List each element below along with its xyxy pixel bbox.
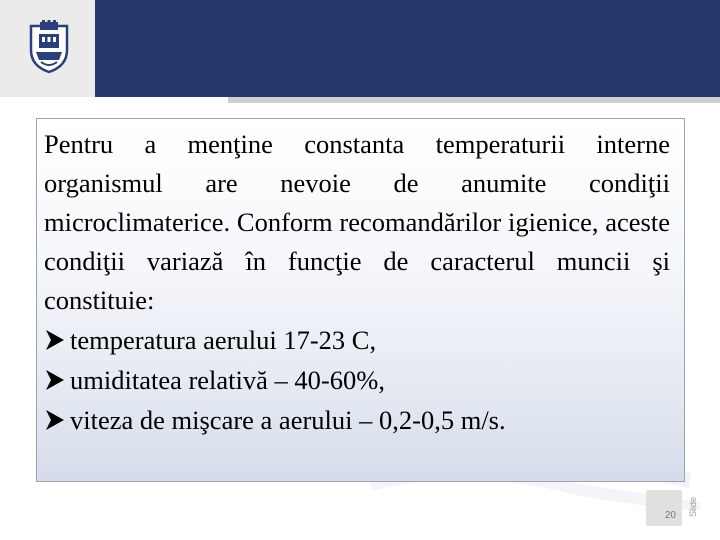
list-item-text: temperatura aerului 17-23 C, xyxy=(70,325,377,355)
university-crest-logo xyxy=(27,20,71,74)
slide-label: Slide xyxy=(688,497,698,518)
logo-panel xyxy=(0,0,95,97)
content-box xyxy=(36,118,685,482)
list-item xyxy=(44,360,670,400)
arrow-bullet-icon xyxy=(44,408,66,432)
slide-number: 20 xyxy=(664,510,676,521)
list-item xyxy=(44,320,670,360)
arrow-bullet-icon xyxy=(44,328,66,352)
intro-paragraph: Pentru a menţine constanta temperaturii interne organismul are nevoie de anumite condiţii microclimaterice. Conform recomandărilor igienice, aceste condiţii variază în funcţie de caracterul muncii şi constituie: xyxy=(44,129,670,315)
list-item-text: umiditatea relativă – 40-60%, xyxy=(70,365,385,395)
arrow-bullet-icon xyxy=(44,368,66,392)
bullet-list xyxy=(44,320,670,440)
list-item-text: viteza de mişcare a aerului – 0,2-0,5 m/s. xyxy=(70,405,506,435)
header-shadow xyxy=(228,97,720,103)
slide-number-box xyxy=(646,490,682,526)
header-band xyxy=(95,0,720,97)
list-item xyxy=(44,400,670,440)
